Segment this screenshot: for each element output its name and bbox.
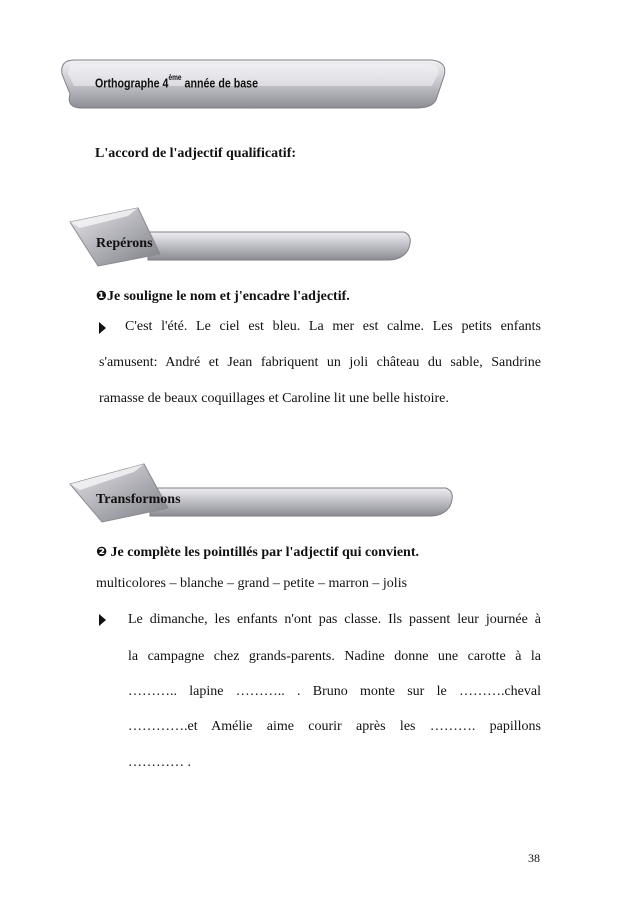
exercise1-line: C'est l'été. Le ciel est bleu. La mer est calme. Les petits enfants [125, 319, 541, 334]
exercise2-line: la campagne chez grands-parents. Nadine donne une carotte à la [128, 649, 541, 664]
instruction-1: ❶Je souligne le nom et j'encadre l'adjectif. [96, 289, 350, 304]
exercise2-line: ………….et Amélie aime courir après les ………. papillons [128, 719, 541, 734]
exercise2-line: Le dimanche, les enfants n'ont pas classe. Ils passent leur journée à [128, 612, 541, 627]
exercise2-line: ………… . [128, 755, 191, 770]
exercise2-line: ……….. lapine ……….. . Bruno monte sur le ……….cheval [128, 684, 541, 699]
exercise1-line: ramasse de beaux coquillages et Caroline lit une belle histoire. [99, 391, 449, 406]
exercise1-line: s'amusent: André et Jean fabriquent un joli château du sable, Sandrine [99, 355, 541, 370]
page-number: 38 [528, 851, 540, 865]
word-list: multicolores – blanche – grand – petite – marron – jolis [96, 576, 408, 591]
section-label-reperons: Repérons [96, 236, 153, 251]
instruction-2: ❷ Je complète les pointillés par l'adjectif qui convient. [96, 545, 420, 560]
bullet-arrow-icon [99, 614, 106, 626]
instruction-number-1: ❶ [96, 289, 108, 304]
lesson-heading: L'accord de l'adjectif qualificatif: [95, 146, 297, 161]
section-label-transformons: Transformons [96, 492, 181, 507]
document-title: Orthographe 4ème année de base [95, 73, 259, 91]
instruction-number-2: ❷ [96, 545, 108, 560]
bullet-arrow-icon [99, 322, 106, 334]
